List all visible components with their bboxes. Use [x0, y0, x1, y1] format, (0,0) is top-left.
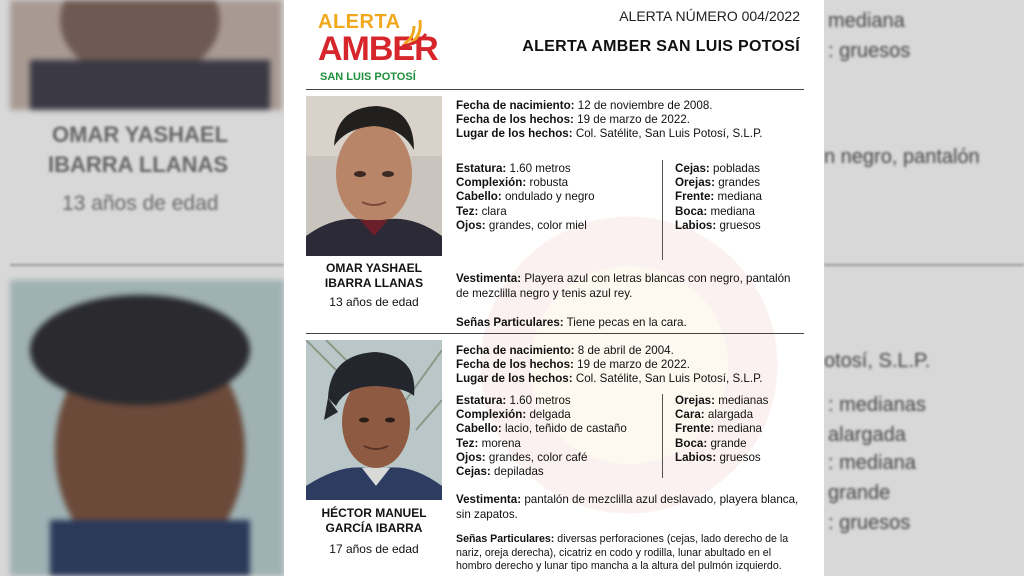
- trait-row: [456, 176, 595, 190]
- person-1-name-line2: IBARRA LLANAS: [324, 276, 424, 290]
- background-photo-bottom: [10, 280, 284, 576]
- trait-value: grandes, color miel: [488, 218, 587, 232]
- trait-label: Complexión:: [456, 176, 527, 190]
- background-name-line1: OMAR YASHAEL: [52, 122, 229, 147]
- person-2-photo: [306, 340, 442, 500]
- person-1-traits-right: [675, 162, 762, 233]
- logo-amber-text: AMBER: [318, 30, 438, 68]
- trait-label: Frente:: [675, 190, 715, 204]
- person-1-event-info: [456, 99, 763, 142]
- trait-label: Orejas:: [675, 394, 715, 407]
- person-2-age: 17 años de edad: [329, 542, 419, 556]
- person-2-traits-left: [456, 394, 627, 479]
- background-right-text-7: : mediana: [828, 452, 916, 474]
- place-value: Col. Satélite, San Luis Potosí, S.L.P.: [575, 372, 763, 386]
- background-divider: [10, 264, 284, 266]
- birth-label: Fecha de nacimiento:: [456, 99, 575, 112]
- person-2-event-date-row: [456, 358, 763, 372]
- document-title: ALERTA AMBER SAN LUIS POTOSÍ: [522, 38, 800, 55]
- trait-row: [675, 219, 762, 233]
- trait-value: gruesos: [719, 218, 761, 232]
- trait-value: clara: [481, 204, 507, 218]
- marks-value: diversas perforaciones (cejas, lado derecho de la nariz, oreja derecha), cicatriz en codo y rodilla, lunar abultado en el hombro derecho y lunar tipo mancha a la altura del pulmón izquierdo.: [456, 533, 789, 572]
- event-date-value: 19 de marzo de 2022.: [577, 113, 690, 127]
- person-2-name-line2: GARCÍA IBARRA: [325, 521, 423, 535]
- person-1-traits-divider: [662, 160, 663, 260]
- background-right-text-4: otosí, S.L.P.: [824, 350, 931, 372]
- person-2-traits-divider: [662, 394, 663, 478]
- person-1-birth-row: [456, 99, 763, 113]
- header-divider: [306, 89, 804, 90]
- trait-row: [456, 394, 627, 408]
- person-1-event-date-row: [456, 113, 763, 127]
- trait-value: depiladas: [494, 465, 544, 479]
- trait-label: Labios:: [675, 218, 717, 232]
- trait-row: [675, 437, 768, 451]
- background-right-text-8: grande: [828, 482, 891, 504]
- person-2-name-line1: HÉCTOR MANUEL: [321, 506, 427, 520]
- trait-value: pobladas: [713, 162, 761, 175]
- person-1-age: 13 años de edad: [329, 295, 419, 309]
- trait-row: [675, 408, 768, 422]
- event-date-label: Fecha de los hechos:: [456, 358, 574, 372]
- clothing-value: pantalón de mezclilla azul deslavado, playera blanca, sin zapatos.: [456, 493, 799, 521]
- trait-value: grandes, color café: [488, 450, 588, 464]
- trait-label: Complexión:: [456, 408, 527, 422]
- trait-row: [675, 394, 768, 408]
- trait-row: [456, 162, 595, 176]
- birth-label: Fecha de nacimiento:: [456, 344, 575, 357]
- trait-label: Ojos:: [456, 218, 486, 232]
- background-right-text-9: : gruesos: [828, 512, 911, 534]
- person-1-name-line1: OMAR YASHAEL: [325, 261, 423, 275]
- clothing-label: Vestimenta:: [456, 272, 522, 285]
- background-right-text-3: n negro, pantalón: [824, 146, 980, 168]
- trait-label: Cejas:: [456, 465, 491, 479]
- trait-value: lacio, teñido de castaño: [504, 422, 627, 436]
- background-right-text-2: : gruesos: [828, 40, 911, 62]
- trait-value: 1.60 metros: [509, 394, 571, 407]
- trait-value: morena: [481, 436, 521, 450]
- birth-value: 12 de noviembre de 2008.: [577, 99, 713, 112]
- trait-row: [456, 219, 595, 233]
- trait-value: 1.60 metros: [509, 162, 571, 175]
- trait-value: delgada: [529, 408, 571, 422]
- background-left-panel: [0, 0, 284, 576]
- background-name-line2: IBARRA LLANAS: [48, 152, 229, 177]
- marks-value: Tiene pecas en la cara.: [566, 316, 687, 329]
- person-2-marks: [456, 533, 806, 574]
- trait-value: mediana: [717, 190, 763, 204]
- trait-value: alargada: [707, 408, 754, 422]
- trait-value: grande: [710, 436, 747, 450]
- amber-alert-logo: [318, 8, 438, 86]
- trait-value: medianas: [718, 394, 769, 407]
- trait-row: [456, 205, 595, 219]
- trait-label: Cara:: [675, 408, 705, 422]
- background-right-text-5: : medianas: [828, 394, 926, 416]
- person-1-place-row: [456, 127, 763, 141]
- person-2-event-info: [456, 344, 763, 387]
- trait-label: Boca:: [675, 204, 708, 218]
- background-right-text-1: mediana: [828, 10, 905, 32]
- trait-row: [675, 451, 768, 465]
- trait-label: Orejas:: [675, 176, 715, 190]
- trait-row: [456, 451, 627, 465]
- trait-value: robusta: [529, 176, 569, 190]
- background-right-divider: [824, 264, 1024, 266]
- trait-row: [675, 162, 762, 176]
- background-photo-top: [10, 0, 282, 110]
- person-divider: [306, 333, 804, 334]
- person-1-photo: [306, 96, 442, 256]
- trait-label: Estatura:: [456, 394, 507, 407]
- clothing-label: Vestimenta:: [456, 493, 522, 506]
- trait-row: [675, 205, 762, 219]
- trait-row: [456, 437, 627, 451]
- person-2-traits-right: [675, 394, 768, 465]
- background-right-text-6: alargada: [828, 424, 906, 446]
- place-label: Lugar de los hechos:: [456, 127, 573, 141]
- background-right-panel: [824, 0, 1024, 576]
- trait-value: mediana: [710, 204, 755, 218]
- trait-label: Cejas:: [675, 162, 710, 175]
- trait-row: [456, 408, 627, 422]
- logo-region-text: SAN LUIS POTOSÍ: [320, 71, 416, 83]
- person-2-place-row: [456, 372, 763, 386]
- trait-value: gruesos: [719, 450, 761, 464]
- signal-wave-icon: [400, 14, 428, 48]
- trait-row: [675, 422, 768, 436]
- trait-label: Labios:: [675, 450, 717, 464]
- trait-row: [456, 465, 627, 479]
- clothing-value: Playera azul con letras blancas con negro, pantalón de mezclilla negro y tenis azul rey.: [456, 272, 791, 300]
- logo-alerta-text: ALERTA: [318, 11, 401, 33]
- alert-document: [284, 0, 824, 576]
- trait-row: [456, 422, 627, 436]
- trait-label: Tez:: [456, 436, 479, 450]
- trait-row: [675, 190, 762, 204]
- birth-value: 8 de abril de 2004.: [577, 344, 674, 357]
- event-date-label: Fecha de los hechos:: [456, 113, 574, 127]
- person-2-clothing: [456, 492, 806, 522]
- place-label: Lugar de los hechos:: [456, 372, 573, 386]
- background-age: 13 años de edad: [62, 192, 219, 215]
- person-1-marks: [456, 315, 806, 330]
- trait-value: mediana: [717, 422, 763, 436]
- alert-number: ALERTA NÚMERO 004/2022: [619, 8, 800, 24]
- trait-value: grandes: [718, 176, 761, 190]
- marks-label: Señas Particulares:: [456, 316, 564, 329]
- trait-label: Estatura:: [456, 162, 507, 175]
- event-date-value: 19 de marzo de 2022.: [577, 358, 690, 372]
- place-value: Col. Satélite, San Luis Potosí, S.L.P.: [575, 127, 763, 141]
- person-1-traits-left: [456, 162, 595, 233]
- trait-label: Cabello:: [456, 190, 502, 204]
- trait-label: Boca:: [675, 436, 708, 450]
- marks-label: Señas Particulares:: [456, 533, 555, 545]
- trait-row: [675, 176, 762, 190]
- trait-label: Ojos:: [456, 450, 486, 464]
- trait-row: [456, 190, 595, 204]
- trait-label: Tez:: [456, 204, 479, 218]
- person-2-birth-row: [456, 344, 763, 358]
- trait-value: ondulado y negro: [504, 190, 595, 204]
- trait-label: Frente:: [675, 422, 715, 436]
- trait-label: Cabello:: [456, 422, 502, 436]
- person-1-clothing: [456, 271, 806, 301]
